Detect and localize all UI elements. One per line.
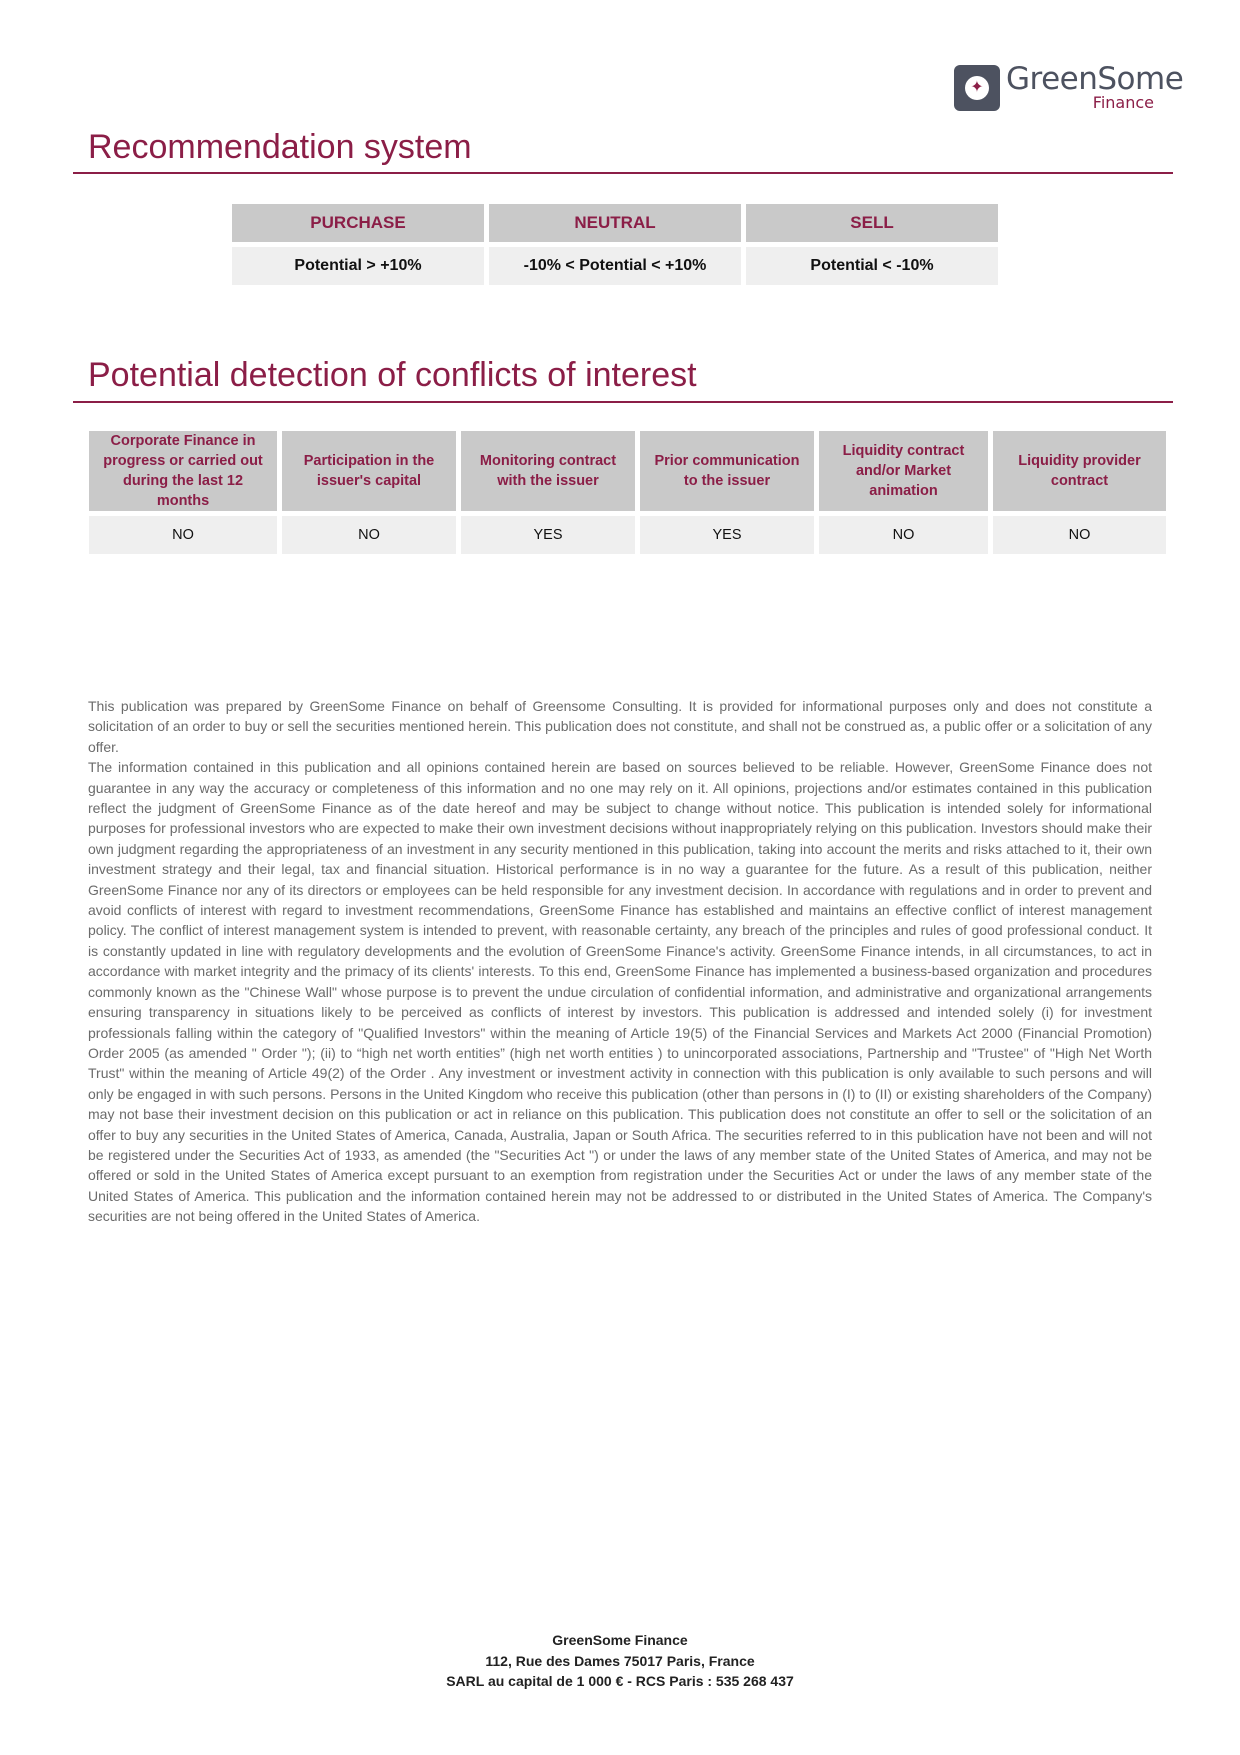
title-divider	[73, 401, 1173, 403]
company-logo	[954, 61, 1184, 115]
value-participation: NO	[282, 516, 456, 554]
title-divider	[73, 172, 1173, 174]
header-participation: Participation in the issuer's capital	[282, 431, 456, 511]
value-sell: Potential < -10%	[746, 247, 998, 285]
header-monitoring: Monitoring contract with the issuer	[461, 431, 635, 511]
disclaimer-paragraph: The information contained in this publication and all opinions contained herein are based on sources believed to be reliable. However, GreenSome Finance does not guarantee in any way the accuracy or completeness of this information and no one may rely on it. All opinions, projections and/or estimates contained in this publication reflect the judgment of GreenSome Finance as of the date hereof and may be subject to change without notice. This publication is intended solely for informational purposes for professional investors who are expected to make their own investment decisions without inappropriately relying on this publication. Investors should make their own judgment regarding the appropriateness of an investment in any security mentioned in this publication, taking into account the merits and risks attached to it, their own investment strategy and their legal, tax and financial situation. Historical performance is in no way a guarantee for the future. As a result of this publication, neither GreenSome Finance nor any of its directors or employees can be held responsible for any investment decision. In accordance with regulations and in order to prevent and avoid conflicts of interest with regard to investment recommendations, GreenSome Finance has established and maintains an effective conflict of interest management policy. The conflict of interest management system is intended to prevent, with reasonable certainty, any breach of the principles and rules of good professional conduct. It is constantly updated in line with regulatory developments and the evolution of GreenSome Finance's activity. GreenSome Finance intends, in all circumstances, to act in accordance with market integrity and the primacy of its clients' interests. To this end, GreenSome Finance has implemented a business-based organization and procedures commonly known as the "Chinese Wall" whose purpose is to prevent the undue circulation of confidential information, and administrative and organizational arrangements ensuring transparency in situations likely to be perceived as conflicts of interest by investors. This publication is addressed and intended solely (i) for investment professionals falling within the category of "Qualified Investors" within the meaning of Article 19(5) of the Financial Services and Markets Act 2000 (Financial Promotion) Order 2005 (as amended " Order "); (ii) to “high net worth entities” (high net worth entities ) to unincorporated associations, Partnership and "Trustee" of "High Net Worth Trust" within the meaning of Article 49(2) of the Order . Any investment or investment activity in connection with this publication is only available to such persons and will only be engaged in with such persons. Persons in the United Kingdom who receive this publication (other than persons in (I) to (II) or existing shareholders of the Company) may not base their investment decision on this publication or act in reliance on this publication. This publication does not constitute an offer to sell or the solicitation of an offer to buy any securities in the United States of America, Canada, Australia, Japan or South Africa. The securities referred to in this publication have not been and will not be registered under the Securities Act of 1933, as amended (the "Securities Act ") or under the laws of any member state of the United States of America, and may not be offered or sold in the United States of America except pursuant to an exemption from registration under the Securities Act or under the laws of any member state of the United States of America. This publication and the information contained herein may not be addressed to or distributed in the United States of America. The Company's securities are not being offered in the United States of America.	[88, 759, 1152, 1225]
compass-icon: ✦	[954, 65, 1000, 111]
disclaimer	[88, 696, 1152, 1227]
logo-subtitle: Finance	[1092, 93, 1154, 112]
value-prior-communication: YES	[640, 516, 814, 554]
value-purchase: Potential > +10%	[232, 247, 484, 285]
header-corporate-finance: Corporate Finance in progress or carried out during the last 12 months	[89, 431, 277, 511]
header-neutral: NEUTRAL	[489, 204, 741, 242]
footer	[0, 1630, 1240, 1692]
logo-name: GreenSome	[1006, 61, 1184, 97]
header-liquidity-provider: Liquidity provider contract	[993, 431, 1166, 511]
recommendation-title: Recommendation system	[88, 128, 472, 166]
recommendation-table	[227, 199, 1003, 290]
header-liquidity-contract: Liquidity contract and/or Market animation	[819, 431, 988, 511]
footer-address: 112, Rue des Dames 75017 Paris, France	[485, 1652, 755, 1669]
conflicts-title: Potential detection of conflicts of interest	[88, 356, 697, 394]
footer-company: GreenSome Finance	[552, 1632, 688, 1648]
conflicts-table	[84, 426, 1171, 559]
value-monitoring: YES	[461, 516, 635, 554]
value-corporate-finance: NO	[89, 516, 277, 554]
header-prior-communication: Prior communication to the issuer	[640, 431, 814, 511]
value-liquidity-contract: NO	[819, 516, 988, 554]
header-sell: SELL	[746, 204, 998, 242]
value-liquidity-provider: NO	[993, 516, 1166, 554]
disclaimer-paragraph: This publication was prepared by GreenSome Finance on behalf of Greensome Consulting. It is provided for informational purposes only and does not constitute a solicitation of an order to buy or sell the securities mentioned herein. This publication does not constitute, and shall not be construed as, a public offer or a solicitation of any offer.	[88, 698, 1152, 755]
header-purchase: PURCHASE	[232, 204, 484, 242]
footer-registration: SARL au capital de 1 000 € - RCS Paris : 535 268 437	[446, 1673, 794, 1689]
value-neutral: -10% < Potential < +10%	[489, 247, 741, 285]
